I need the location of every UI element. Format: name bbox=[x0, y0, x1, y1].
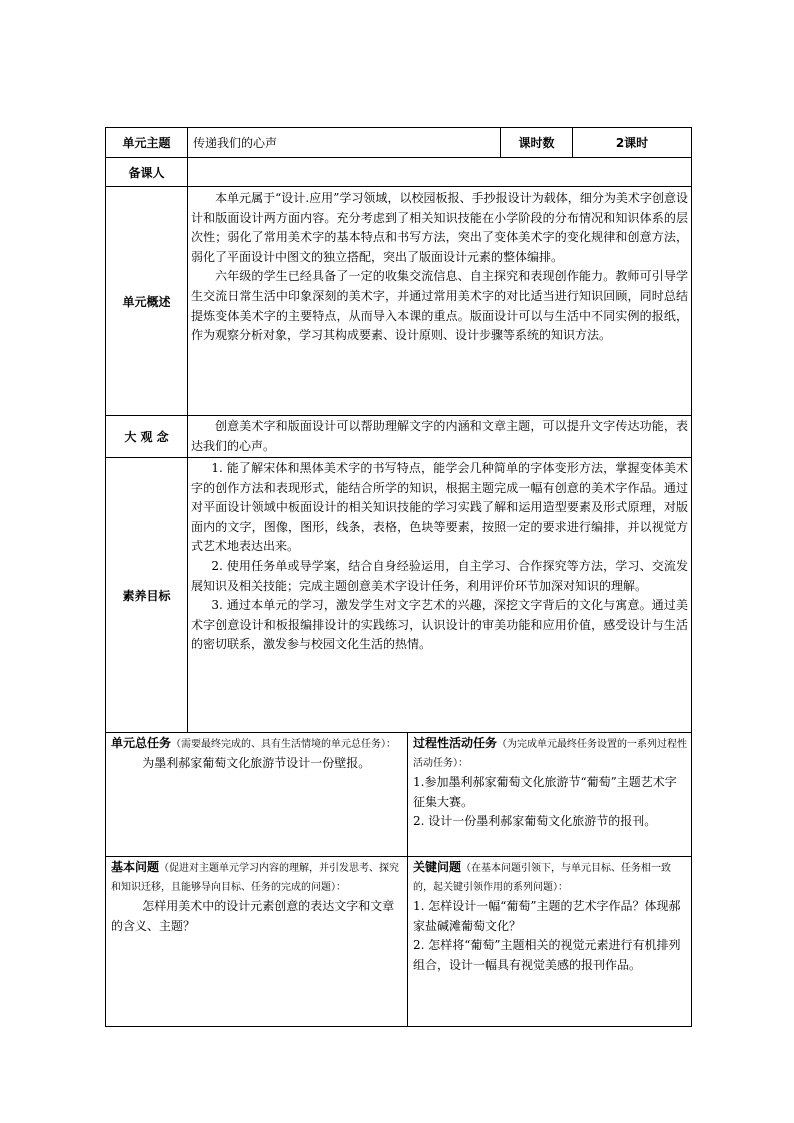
goal-item: 1. 能了解宋体和黑体美术字的书写特点，能学会几种简单的字体变形方法，掌握变体美术字的创作方法和表现形式，能结合所学的知识，根据主题完成一幅有创意的美术字作品。通过对平面设计领域中板面设计的相关知识技能的学习实践了解和运用造型要素及形式原理，对版面内的文字，图像，图形，线条，表格，色块等要素，按照一定的要求进行编排，并以视觉方式艺术地表达出来。 bbox=[191, 461, 689, 554]
goals-label: 素养目标 bbox=[106, 458, 188, 733]
preparer-label: 备课人 bbox=[106, 158, 188, 187]
overview-paragraph: 本单元属于“设计.应用”学习领域，以校园板报、手抄报设计为载体，细分为美术字创意设计和版面设计两方面内容。充分考虑到了相关知识技能在小学阶段的分布情况和知识体系的层次性；弱化了常用美术字的基本特点和书写方法，突出了变体美术字的变化规律和创意方法，弱化了平面设计中图文的独立搭配，突出了版面设计元素的整体编排。 bbox=[191, 191, 689, 264]
big-idea-row bbox=[106, 416, 692, 458]
goal-item: 2. 使用任务单或导学案，结合自身经验运用，自主学习、合作探究等方法，学习、交流发展知识及相关技能；完成主题创意美术字设计任务，利用评价环节加深对知识的理解。 bbox=[191, 558, 689, 593]
key-question-item: 2. 怎样将“葡萄”主题相关的视觉元素进行有机排列组合，设计一幅具有视觉美感的报刊作品。 bbox=[413, 938, 681, 972]
header-row bbox=[106, 128, 692, 158]
tasks-row bbox=[106, 733, 692, 857]
theme-label: 单元主题 bbox=[106, 128, 188, 158]
total-task-heading bbox=[111, 734, 404, 754]
unit-plan-table bbox=[105, 127, 692, 1027]
goals-content bbox=[188, 458, 692, 733]
big-idea-text: 创意美术字和版面设计可以帮助理解文字的内涵和文章主题，可以提升文字传达功能，表达我们的心声。 bbox=[191, 419, 689, 453]
process-task-title: 过程性活动任务 bbox=[413, 736, 498, 750]
key-question-heading bbox=[413, 858, 688, 897]
goals-row bbox=[106, 458, 692, 733]
basic-question-heading bbox=[111, 858, 404, 897]
process-task-cell bbox=[408, 733, 692, 857]
process-task-item: 2. 设计一份墨利郝家葡萄文化旅游节的报刊。 bbox=[413, 814, 657, 829]
basic-question-note: （促进对主题单元学习内容的理解，并引发思考、探究和知识迁移，且能够导向目标、任务的完成的问题）： bbox=[111, 863, 400, 893]
hours-label: 课时数 bbox=[501, 128, 573, 158]
overview-content bbox=[188, 187, 692, 416]
key-question-note: （在基本问题引领下，与单元目标、任务相一致的，起关键引领作用的系列问题）： bbox=[413, 863, 672, 893]
process-task-note: （为完成单元最终任务设置的一系列过程性活动任务）： bbox=[413, 739, 688, 769]
overview-row bbox=[106, 187, 692, 416]
total-task-cell bbox=[106, 733, 408, 857]
theme-value: 传递我们的心声 bbox=[188, 128, 501, 158]
key-question-item: 1. 怎样设计一幅“葡萄”主题的艺术字作品？体现郝家盐碱滩葡萄文化？ bbox=[413, 899, 681, 933]
questions-row bbox=[106, 857, 692, 1027]
key-question-cell bbox=[408, 857, 692, 1027]
big-idea-content bbox=[188, 416, 692, 458]
overview-paragraph: 六年级的学生已经具备了一定的收集交流信息、自主探究和表现创作能力。教师可引导学生交流日常生活中印象深刻的美术字，并通过常用美术字的对比适当进行知识回顾，同时总结提炼变体美术字的主要特点，从而导入本课的重点。版面设计可以与生活中不同实例的报纸，作为观察分析对象，学习其构成要素、设计原则、设计步骤等系统的知识方法。 bbox=[191, 269, 689, 343]
basic-question-text: 怎样用美术中的设计元素创意的表达文字和文章的含义、主题？ bbox=[111, 899, 395, 933]
big-idea-label: 大 观 念 bbox=[106, 416, 188, 458]
total-task-text: 为墨利郝家葡萄文化旅游节设计一份壁报。 bbox=[142, 756, 371, 770]
process-task-item: 1.参加墨利郝家葡萄文化旅游节“葡萄”主题艺术字征集大赛。 bbox=[413, 775, 677, 809]
preparer-row bbox=[106, 158, 692, 187]
overview-label: 单元概述 bbox=[106, 187, 188, 416]
key-question-title: 关键问题 bbox=[413, 860, 462, 874]
basic-question-cell bbox=[106, 857, 408, 1027]
process-task-heading bbox=[413, 734, 688, 773]
hours-value: 2课时 bbox=[573, 128, 692, 158]
preparer-value bbox=[188, 158, 692, 187]
total-task-note: （需要最终完成的、具有生活情境的单元总任务）： bbox=[171, 739, 397, 750]
basic-question-title: 基本问题 bbox=[111, 860, 160, 874]
total-task-title: 单元总任务 bbox=[111, 736, 172, 750]
goal-item: 3. 通过本单元的学习，激发学生对文字艺术的兴趣，深挖文字背后的文化与寓意。通过美术字创意设计和板报编排设计的实践练习，认识设计的审美功能和应用价值，感受设计与生活的密切联系，激发参与校园文化生活的热情。 bbox=[191, 598, 689, 652]
